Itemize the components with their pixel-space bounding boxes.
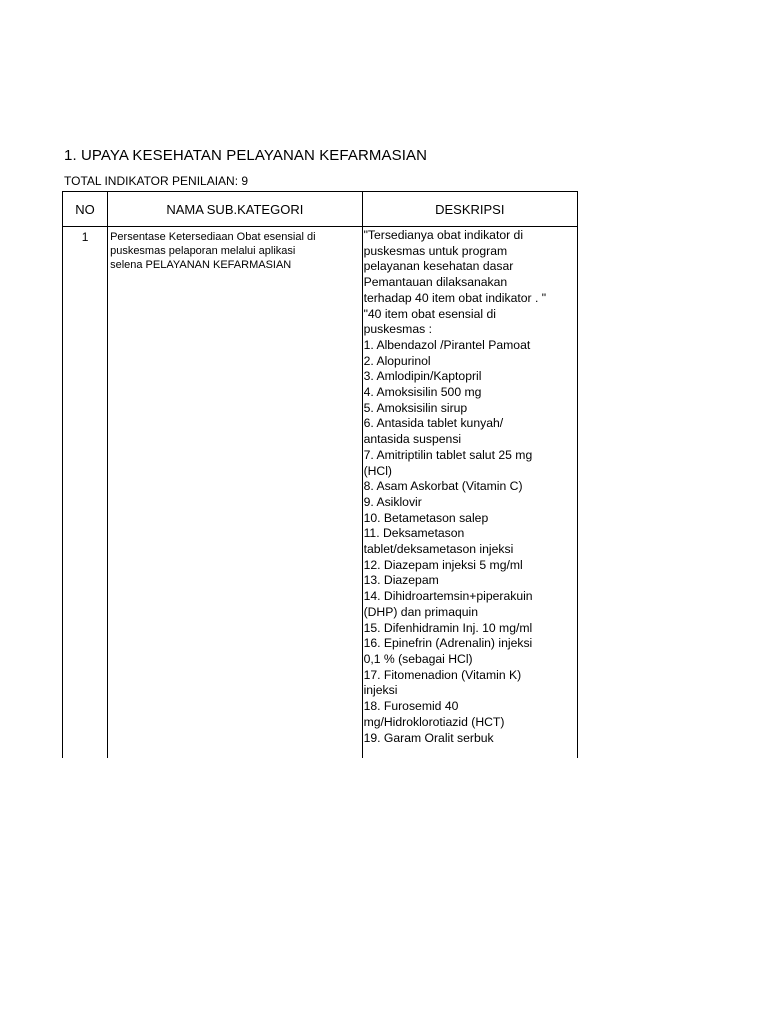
text-line: 19. Garam Oralit serbuk <box>363 730 494 745</box>
text-line: Pemantauan dilaksanakan <box>363 275 508 290</box>
text-line: 3. Amlodipin/Kaptopril <box>363 369 482 384</box>
nama-lines <box>110 230 359 272</box>
row-nama-cell <box>108 227 362 759</box>
text-line: injeksi <box>363 683 398 698</box>
text-line: 9. Asiklovir <box>363 494 422 509</box>
indicator-table <box>62 191 578 758</box>
text-line: 11. Deksametason <box>363 526 465 541</box>
row-no-cell: 1 <box>63 227 108 759</box>
text-line: "Tersedianya obat indikator di <box>363 228 524 242</box>
text-line: 13. Diazepam <box>363 573 439 588</box>
text-line: 14. Dihidroartemsin+piperakuin <box>363 589 533 604</box>
text-line: 10. Betametason salep <box>363 510 489 525</box>
text-line: puskesmas pelaporan melalui aplikasi <box>110 245 296 257</box>
text-line: 4. Amoksisilin 500 mg <box>363 385 482 400</box>
section-title: 1. UPAYA KESEHATAN PELAYANAN KEFARMASIAN <box>64 147 427 164</box>
table-row <box>63 227 578 759</box>
text-line: terhadap 40 item obat indikator . " <box>363 290 547 305</box>
text-line: selena PELAYANAN KEFARMASIAN <box>110 259 292 271</box>
text-line: 12. Diazepam injeksi 5 mg/ml <box>363 557 523 572</box>
table-header-row <box>63 192 578 227</box>
text-line: tablet/deksametason injeksi <box>363 542 514 557</box>
text-line: (DHP) dan primaquin <box>363 604 479 619</box>
text-line: 8. Asam Askorbat (Vitamin C) <box>363 479 523 494</box>
text-line: mg/Hidroklorotiazid (HCT) <box>363 714 505 729</box>
total-indicator-label: TOTAL INDIKATOR PENILAIAN: 9 <box>64 174 249 188</box>
text-line: 0,1 % (sebagai HCl) <box>363 651 473 666</box>
text-line: 17. Fitomenadion (Vitamin K) <box>363 667 522 682</box>
text-line: 16. Epinefrin (Adrenalin) injeksi <box>363 636 533 651</box>
text-line: pelayanan kesehatan dasar <box>363 259 514 274</box>
header-deskripsi: DESKRIPSI <box>362 192 577 227</box>
header-nama-sub-kategori: NAMA SUB.KATEGORI <box>108 192 362 227</box>
text-line: puskesmas untuk program <box>363 243 508 258</box>
text-line: antasida suspensi <box>363 432 462 447</box>
row-deskripsi-cell <box>362 227 577 759</box>
text-line: Persentase Ketersediaan Obat esensial di <box>110 231 316 243</box>
text-line: 15. Difenhidramin Inj. 10 mg/ml <box>363 620 533 635</box>
text-line: "40 item obat esensial di <box>363 306 496 321</box>
text-line: 6. Antasida tablet kunyah/ <box>363 416 504 431</box>
text-line: 1. Albendazol /Pirantel Pamoat <box>363 337 531 352</box>
text-line: puskesmas : <box>363 322 432 337</box>
text-line: (HCl) <box>363 463 392 478</box>
header-no: NO <box>63 192 108 227</box>
text-line: 5. Amoksisilin sirup <box>363 400 468 415</box>
text-line: 18. Furosemid 40 <box>363 699 459 714</box>
deskripsi-lines <box>364 228 575 758</box>
text-line: 7. Amitriptilin tablet salut 25 mg <box>363 447 533 462</box>
text-line: 2. Alopurinol <box>363 353 431 368</box>
